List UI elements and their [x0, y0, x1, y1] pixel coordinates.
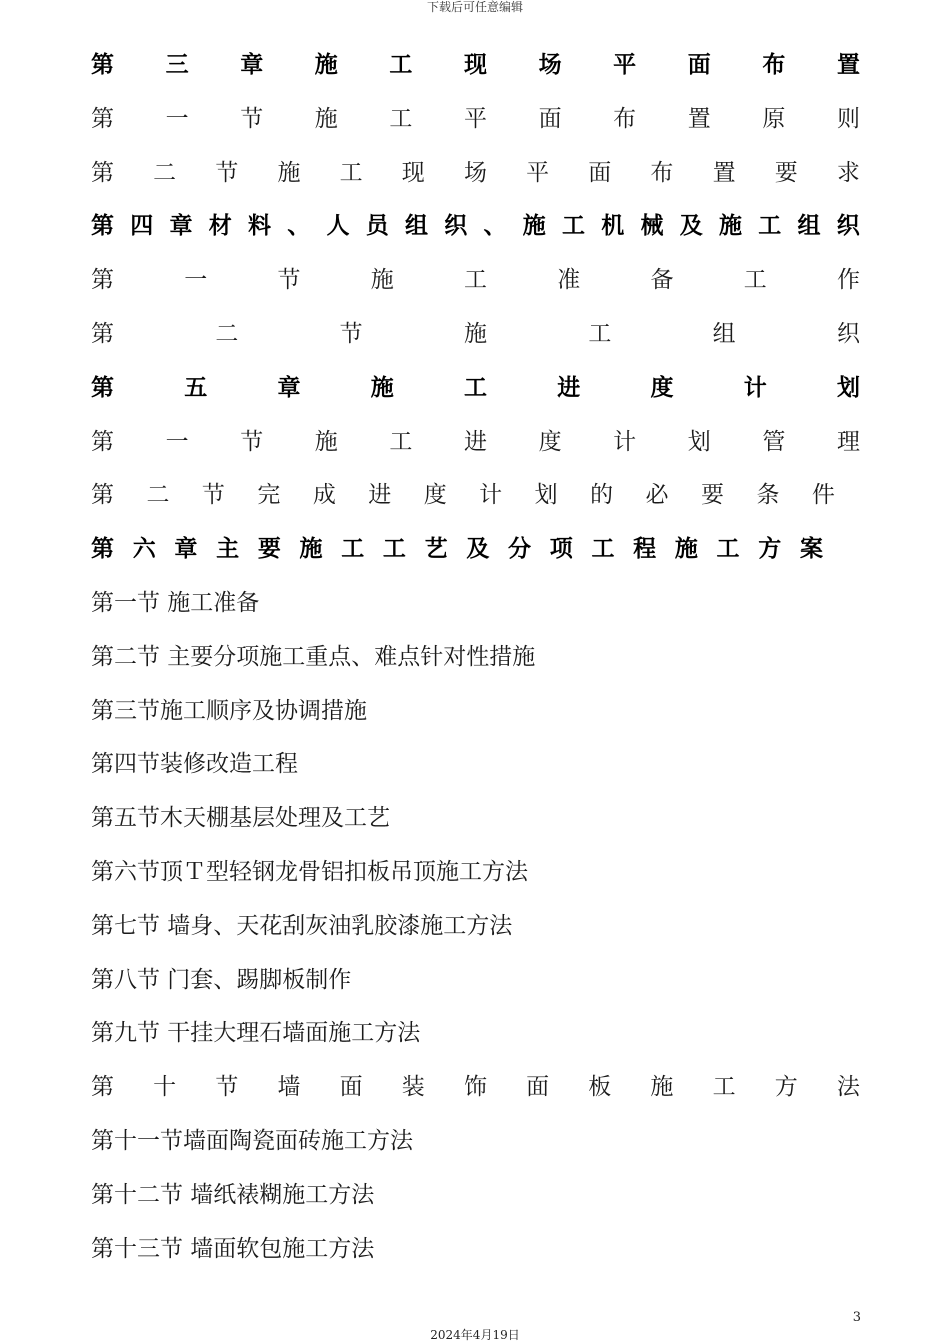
toc-section-entry: 第 十 节 墙 面 装 饰 面 板 施 工 方 法 — [91, 1074, 860, 1101]
toc-section-entry: 第 二 节 完 成 进 度 计 划 的 必 要 条 件 — [91, 482, 835, 509]
toc-chapter-heading: 第 四 章 材 料 、 人 员 组 织 、 施 工 机 械 及 施 工 组 织 — [91, 213, 860, 240]
toc-section-entry: 第 一 节 施 工 平 面 布 置 原 则 — [91, 105, 860, 132]
toc-section-entry: 第 一 节 施 工 进 度 计 划 管 理 — [91, 428, 860, 455]
toc-section-entry: 第一节 施工准备 — [91, 589, 260, 616]
toc-chapter-heading: 第 三 章 施 工 现 场 平 面 布 置 — [91, 52, 860, 78]
toc-section-entry: 第七节 墙身、天花刮灰油乳胶漆施工方法 — [91, 912, 513, 939]
page-footer-date: 2024年4月19日 — [430, 1328, 520, 1342]
toc-section-entry: 第二节 主要分项施工重点、难点针对性措施 — [91, 643, 536, 670]
toc-section-entry: 第十三节 墙面软包施工方法 — [91, 1235, 375, 1262]
toc-section-entry: 第八节 门套、踢脚板制作 — [91, 966, 352, 993]
page-number: 3 — [852, 1310, 861, 1325]
toc-section-entry: 第 一 节 施 工 准 备 工 作 — [91, 267, 860, 294]
toc-section-entry: 第 二 节 施 工 现 场 平 面 布 置 要 求 — [91, 159, 860, 186]
toc-chapter-heading: 第 六 章 主 要 施 工 工 艺 及 分 项 工 程 施 工 方 案 — [91, 536, 823, 563]
page-header: 下载后可任意编辑 — [426, 0, 523, 14]
toc-section-entry: 第三节施工顺序及协调措施 — [91, 697, 367, 724]
toc-section-entry: 第 二 节 施 工 组 织 — [91, 320, 860, 347]
toc-section-entry: 第四节装修改造工程 — [91, 751, 298, 778]
toc-chapter-heading: 第 五 章 施 工 进 度 计 划 — [91, 374, 860, 401]
toc-section-entry: 第十二节 墙纸裱糊施工方法 — [91, 1181, 375, 1208]
toc-section-entry: 第六节顶Ｔ型轻钢龙骨铝扣板吊顶施工方法 — [91, 858, 528, 885]
toc-section-entry: 第五节木天棚基层处理及工艺 — [91, 805, 390, 832]
toc-section-entry: 第九节 干挂大理石墙面施工方法 — [91, 1020, 421, 1047]
table-of-contents — [91, 39, 860, 1276]
toc-section-entry: 第十一节墙面陶瓷面砖施工方法 — [91, 1127, 413, 1154]
